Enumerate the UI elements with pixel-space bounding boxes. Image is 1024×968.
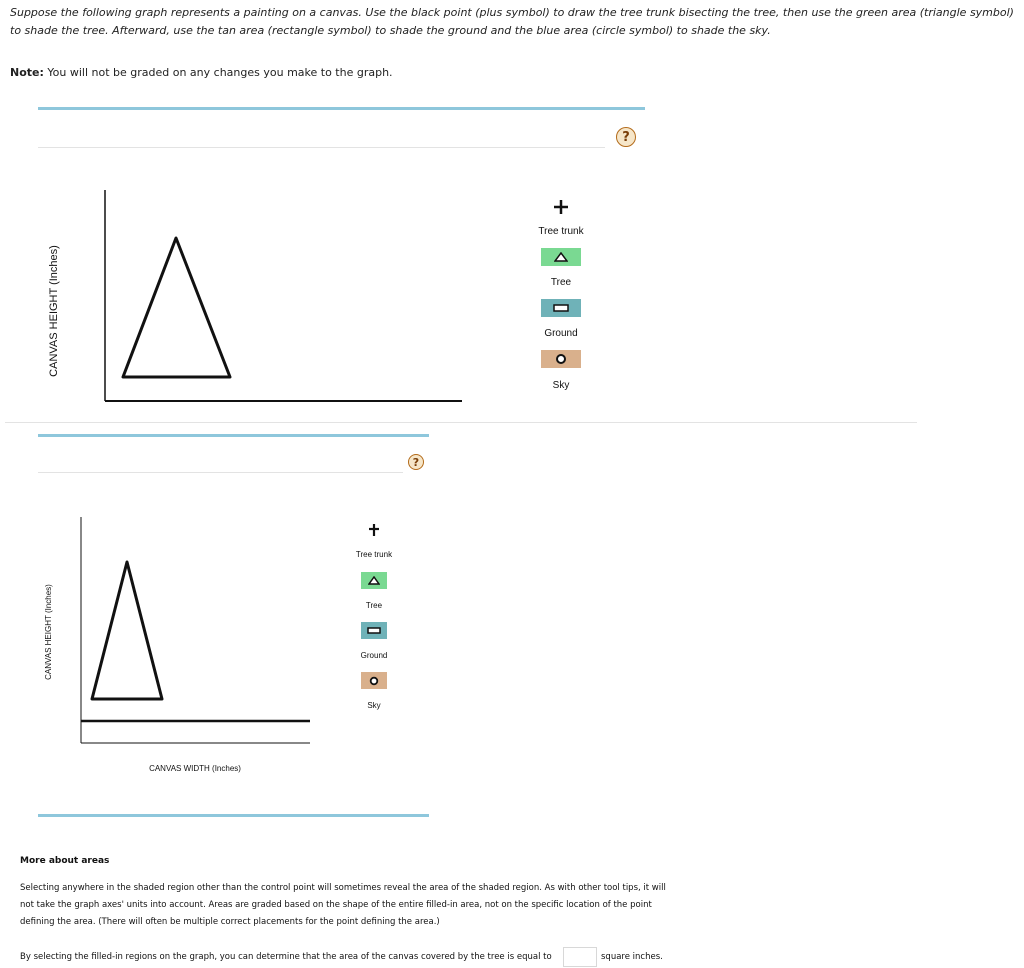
- graph2-tool-sky-label: Sky: [367, 701, 381, 710]
- graph2-canvas[interactable]: [76, 512, 316, 748]
- triangle-icon: [368, 576, 380, 585]
- note-text: You will not be graded on any changes you make to the graph.: [43, 66, 393, 79]
- note-label: Note:: [10, 66, 44, 79]
- graph2-tree-triangle: [92, 562, 162, 699]
- answer-prompt: By selecting the filled-in regions on the graph, you can determine that the area of the canvas covered by the tree is equal to: [20, 952, 552, 962]
- graph1-y-axis-label: CANVAS HEIGHT (Inches): [48, 245, 60, 377]
- graph1-header-rule: [38, 147, 605, 148]
- rectangle-icon: [367, 627, 381, 634]
- graph1-tool-sky-label: Sky: [552, 380, 570, 391]
- graph2-tool-sky[interactable]: [361, 672, 387, 689]
- answer-unit: square inches.: [601, 952, 663, 962]
- graph1-tool-sky[interactable]: [541, 350, 581, 368]
- graph2-tool-tree-label: Tree: [365, 601, 383, 610]
- graph1-top-rule: [38, 107, 645, 110]
- graph2-tool-ground[interactable]: [361, 622, 387, 639]
- graph1-canvas[interactable]: [100, 185, 470, 407]
- note: [10, 66, 393, 79]
- more-about-areas-body: Selecting anywhere in the shaded region other than the control point will sometimes reveal the area of the shaded region. As with other tool tips, it will not take the graph axes' units into account. Areas are graded based on the shape of the entire filled-in area, not on the specific location of the point defining the area. (There will often be multiple correct placements for the point defining the area.): [20, 883, 666, 927]
- plus-icon[interactable]: [553, 199, 569, 215]
- graph1-tool-tree-label: Tree: [550, 277, 572, 288]
- graph1-tree-triangle: [123, 238, 230, 377]
- graph1-tool-tree-trunk-label: Tree trunk: [538, 226, 584, 237]
- graph2-help-button[interactable]: ?: [408, 454, 424, 470]
- plus-icon[interactable]: [368, 523, 380, 537]
- graph2-bottom-rule: [38, 814, 429, 817]
- graph2-header-rule: [38, 472, 403, 473]
- graph1-help-button[interactable]: ?: [616, 127, 636, 147]
- graph1-tool-ground-label: Ground: [544, 328, 578, 339]
- circle-icon: [555, 353, 567, 365]
- more-about-areas-title: More about areas: [20, 856, 110, 866]
- section-divider: [5, 422, 917, 423]
- circle-icon: [369, 676, 379, 686]
- graph2-tool-tree-trunk-label: Tree trunk: [355, 550, 393, 559]
- graph1-tool-ground[interactable]: [541, 299, 581, 317]
- question-instructions: Suppose the following graph represents a painting on a canvas. Use the black point (plus symbol) to draw the tree trunk bisecting the tree, then use the green area (triangle symbol) to shade the tree. Afterward, use the tan area (rectangle symbol) to shade the ground and the blue area (circle symbol) to shade the sky.: [10, 6, 1014, 37]
- graph2-tool-ground-label: Ground: [360, 651, 388, 660]
- tree-area-input[interactable]: [563, 947, 597, 967]
- graph2-y-axis-label: CANVAS HEIGHT (Inches): [44, 584, 53, 680]
- graph2-tool-tree[interactable]: [361, 572, 387, 589]
- graph2-top-rule: [38, 434, 429, 437]
- rectangle-icon: [553, 304, 569, 312]
- graph1-tool-tree[interactable]: [541, 248, 581, 266]
- graph2-x-axis-label: CANVAS WIDTH (Inches): [149, 764, 241, 773]
- triangle-icon: [554, 252, 568, 262]
